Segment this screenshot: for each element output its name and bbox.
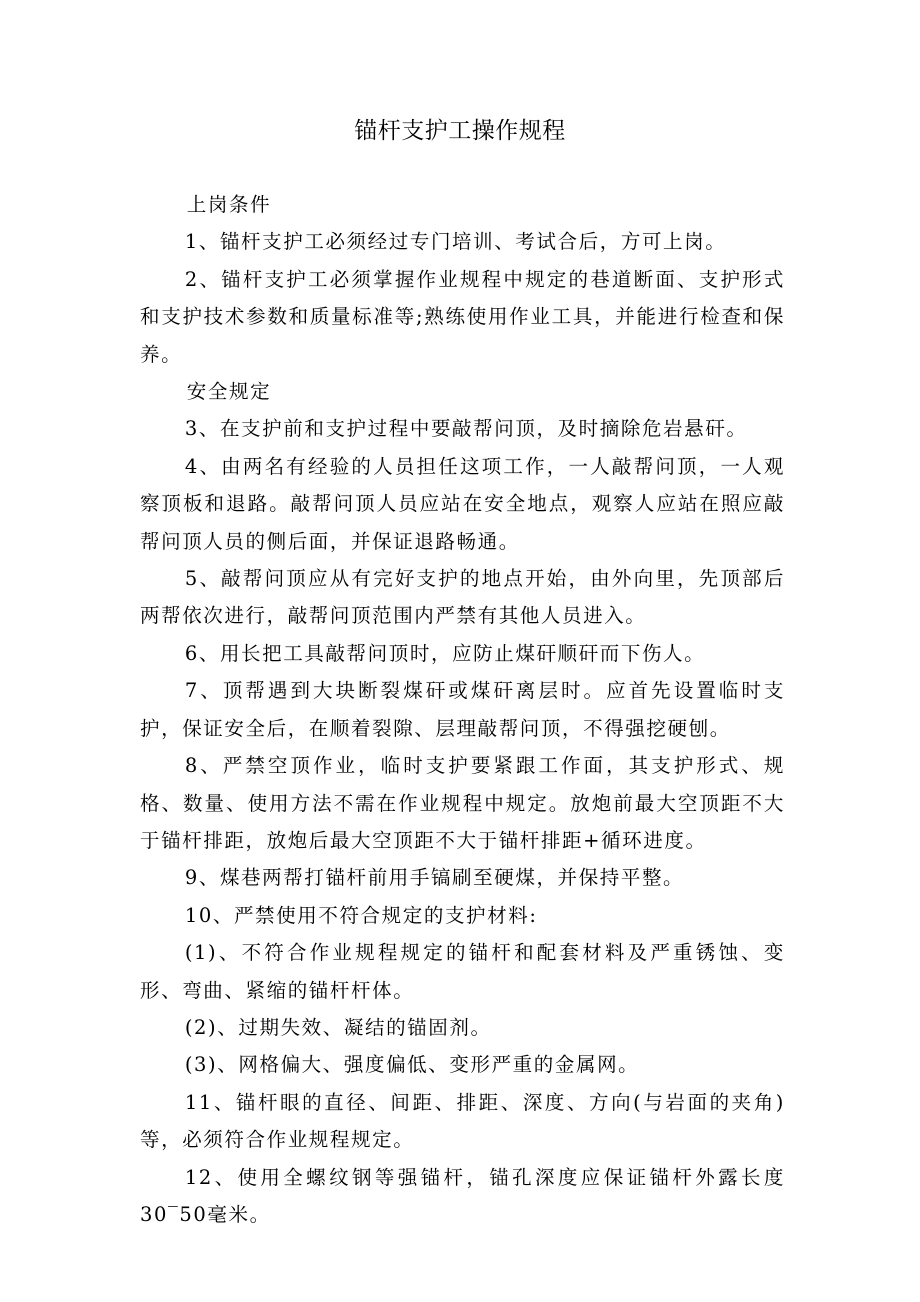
rule-11: 11、锚杆眼的直径、间距、排距、深度、方向(与岩面的夹角)等，必须符合作业规程规定。 (140, 1090, 785, 1152)
rule-5: 5、敲帮问顶应从有完好支护的地点开始，由外向里，先顶部后两帮依次进行，敲帮问顶范围内严禁有其他人员进入。 (140, 567, 785, 628)
rule-10-sub-2: (2)、过期失效、凝结的锚固剂。 (184, 1015, 492, 1039)
rule-9: 9、煤巷两帮打锚杆前用手镐刷至硬煤，并保持平整。 (184, 866, 685, 890)
rule-1: 1、锚杆支护工必须经过专门培训、考试合后，方可上岗。 (184, 230, 727, 254)
document-body (140, 186, 785, 1233)
rule-2: 2、锚杆支护工必须掌握作业规程中规定的巷道断面、支护形式和支护技术参数和质量标准等;熟练使用作业工具，并能进行检查和保养。 (140, 267, 785, 366)
rule-10: 10、严禁使用不符合规定的支护材料: (184, 903, 538, 927)
section-heading-qualification: 上岗条件 (186, 193, 272, 216)
section-heading-safety: 安全规定 (186, 380, 272, 404)
rule-10-sub-1: (1)、不符合作业规程规定的锚杆和配套材料及严重锈蚀、变形、弯曲、紧缩的锚杆杆体。 (140, 941, 785, 1002)
rule-8: 8、严禁空顶作业，临时支护要紧跟工作面，其支护形式、规格、数量、使用方法不需在作业规程中规定。放炮前最大空顶距不大于锚杆排距，放炮后最大空顶距不大于锚杆排距+循环进度。 (140, 754, 785, 852)
rule-4: 4、由两名有经验的人员担任这项工作，一人敲帮问顶，一人观察顶板和退路。敲帮问顶人员应站在安全地点，观察人应站在照应敲帮问顶人员的侧后面，并保证退路畅通。 (140, 454, 785, 553)
document-title: 锚杆支护工操作规程 (354, 118, 566, 144)
rule-6: 6、用长把工具敲帮问顶时，应防止煤矸顺矸而下伤人。 (184, 641, 706, 665)
rule-12: 12、使用全螺纹钢等强锚杆，锚孔深度应保证锚杆外露长度30‾50毫米。 (140, 1165, 785, 1226)
rule-7: 7、顶帮遇到大块断裂煤矸或煤矸离层时。应首先设置临时支护，保证安全后，在顺着裂隙、层理敲帮问顶，不得强挖硬刨。 (140, 679, 785, 740)
rule-3: 3、在支护前和支护过程中要敲帮问顶，及时摘除危岩悬矸。 (184, 417, 748, 441)
rule-10-sub-3: (3)、网格偏大、强度偏低、变形严重的金属网。 (184, 1053, 640, 1077)
